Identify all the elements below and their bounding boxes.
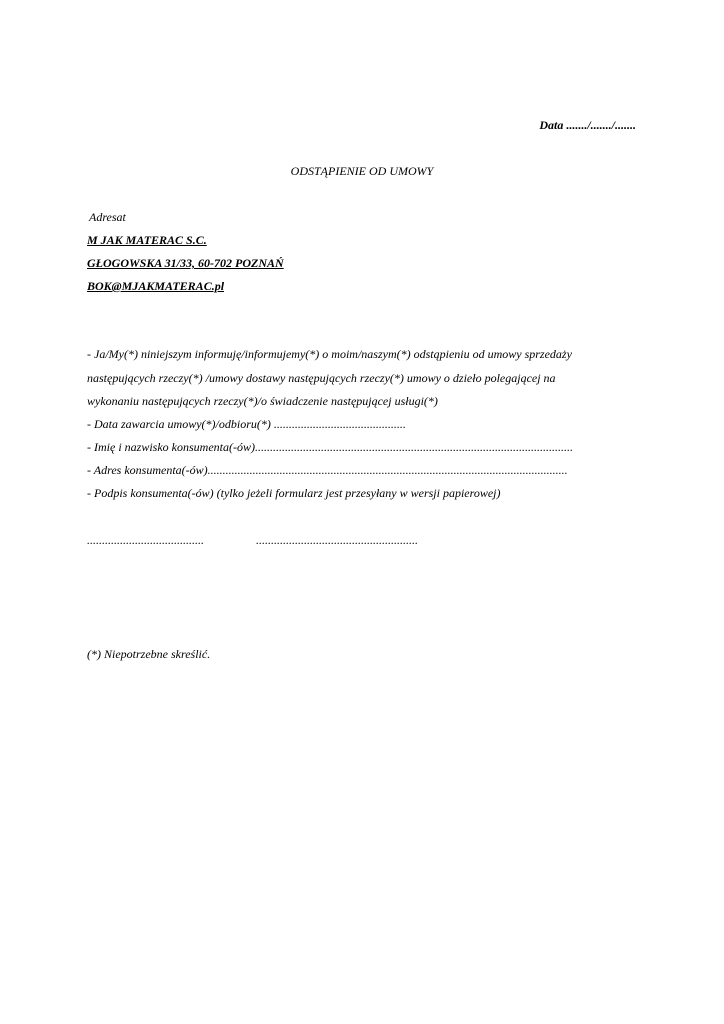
recipient-street: GŁOGOWSKA 31/33, 60-702 POZNAŃ — [87, 256, 284, 270]
recipient-label: Adresat — [89, 210, 126, 224]
body-line-withdrawal-2: następujących rzeczy(*) /umowy dostawy następujących rzeczy(*) umowy o dzieło polegającej na — [87, 371, 556, 385]
signature-line-left: ....................................... — [87, 533, 204, 547]
date-line: Data ......./......./....... — [539, 118, 636, 132]
body-line-withdrawal-1: - Ja/My(*) niniejszym informuję/informujemy(*) o moim/naszym(*) odstąpieniu od umowy sprzedaży — [87, 347, 572, 361]
body-line-consumer-name: - Imię i nazwisko konsumenta(-ów).......................................................................................................... — [87, 440, 573, 454]
body-line-consumer-signature: - Podpis konsumenta(-ów) (tylko jeżeli formularz jest przesyłany w wersji papierowej) — [87, 486, 501, 500]
document-title: ODSTĄPIENIE OD UMOWY — [290, 164, 434, 178]
body-line-contract-date: - Data zawarcia umowy(*)/odbioru(*) ............................................ — [87, 417, 406, 431]
recipient-company: M JAK MATERAC S.C. — [87, 233, 207, 247]
body-line-withdrawal-3: wykonaniu następujących rzeczy(*)/o świadczenie następującej usługi(*) — [87, 394, 438, 408]
signature-line-right: ...................................................... — [256, 533, 418, 547]
recipient-email: BOK@MJAKMATERAC.pl — [87, 279, 225, 293]
footnote: (*) Niepotrzebne skreślić. — [87, 647, 211, 661]
body-line-consumer-address: - Adres konsumenta(-ów)........................................................................................................................ — [87, 463, 568, 477]
